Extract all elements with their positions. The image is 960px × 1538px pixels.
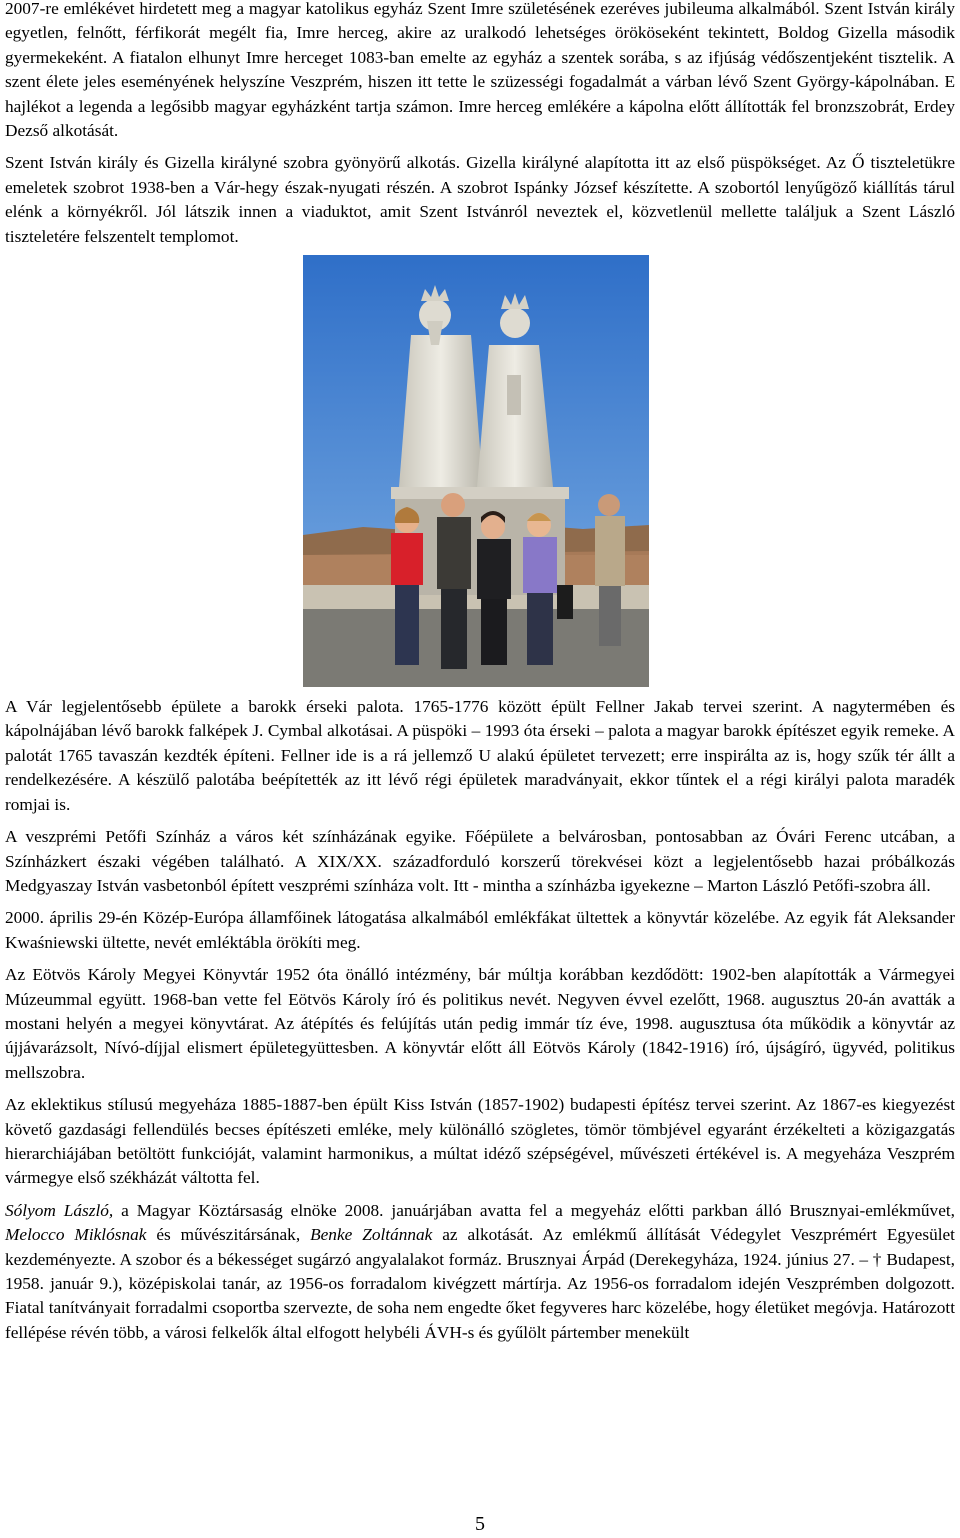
paragraph-brusznyai-memorial: Sólyom László, a Magyar Köztársaság elnöke 2008. januárjában avatta fel a megyeház előtti parkban álló Brusznyai-emlékművet, Melocco Miklósnak és művészitársának, Benke Zoltánnak az alkotását. Az emlékmű állítását Védegylet Veszprémért Egyesület kezdeményezte. A szobor és a békességet sugárzó angyalalakot formáz. Brusznyai Árpád (Derekegyháza, 1924. június 27. – † Budapest, 1958. január 9.), középiskolai tanár, az 1956-os forradalom kivégzett mártírja. Az 1956-os forradalom idején Veszprémben dolgozott. Fiatal tanítványait forradalmi csoportba szervezte, de soha nem engedte őket fegyveres harc közelébe, hogy életüket megóvja. Határozott fellépése révén több, a városi felkelők által elfogott helybéli ÁVH-s és gyűlölt pártember menekült [5, 1200, 955, 1342]
cobblestone-ground [303, 609, 649, 687]
page-number: 5 [475, 1513, 485, 1535]
photo-statues-with-people [303, 255, 649, 687]
paragraph-archbishop-palace: A Vár legjelentősebb épülete a barokk érseki palota. 1765-1776 között épült Fellner Jakab tervei szerint. A nagytermében és kápolnájában lévő barokk falképek J. Cymbal alkotásai. A püspöki – 1993 óta érseki – palota a magyar barokk építészet egyik remeke. A palotát 1765 tavaszán kezdték építeni. Fellner ide is a rá jellemző U alakú épületet tervezett; erre inspirálta az is, hogy szűk tér állt a rendelkezésére. A készülő palotába beépítették az itt lévő régi épületek maradványait, ekkor tűntek el a régi királyi palota maradék romjai is. [5, 697, 955, 814]
paragraph-statues: Szent István király és Gizella királyné szobra gyönyörű alkotás. Gizella királyné alapította itt az első püspökséget. Az Ő tiszteletükre emeletek szobrot 1938-ben a Vár-hegy észak-nyugati részén. A szobrot Ispánky József készítette. A szobortól lenyűgöző kiállítás tárul elénk a környékről. Jól látszik innen a viaduktot, amit Szent Istvánról neveztek el, közvetlenül mellette találjuk a Szent László tiszteletére felszentelt templomot. [5, 153, 955, 246]
paragraph-eotvos-library: Az Eötvös Károly Megyei Könyvtár 1952 óta önálló intézmény, bár múltja korábban kezdődött: 1902-ben alapították a Vármegyei Múzeummal együtt. 1968-ban vette fel Eötvös Károly író és politikus nevét. Negyven évvel ezelőtt, 1968. augusztus 20-án avatták a mostani helyén a megyei könyvtárat. Az átépítés és felújítás után pedig immár tíz éve, 1998. augusztusa óta működik a könyvtár az újjávarázsolt, Nívó-díjjal elismert épületegyüttesben. A könyvtár előtt áll Eötvös Károly (1842-1916) író, újságíró, ügyvéd, politikus mellszobra. [5, 965, 955, 1082]
paragraph-petofi-theatre: A veszprémi Petőfi Színház a város két színházának egyike. Főépülete a belvárosban, pontosabban az Óvári Ferenc utcában, a Színházkert északi végében található. A XIX/XX. századforduló korszerű törekvései közt a legjelentősebb hazai próbálkozás Medgyaszay István vasbetonból épített veszprémi színháza volt. Itt - mintha a színházba igyekezne – Marton László Petőfi-szobra áll. [5, 827, 955, 895]
person-onlooker [595, 494, 625, 646]
name-benke: Benke Zoltánnak [310, 1225, 433, 1245]
paragraph-memorial-trees: 2000. április 29-én Közép-Európa államfőinek látogatása alkalmából emlékfákat ültettek a könyvtár közelébe. Az egyik fát Aleksander Kwaśniewski ültette, nevét emléktábla örökíti meg. [5, 908, 955, 952]
name-melocco: Melocco Miklósnak [5, 1225, 147, 1245]
document-page [5, 0, 955, 1345]
paragraph-szent-imre: 2007-re emlékévet hirdetett meg a magyar katolikus egyház Szent Imre születésének ezeréves jubileuma alkalmából. Szent István király egyetlen, felnőtt, férfikorát megélt fia, Imre herceg, akire az uralkodó lehetséges örököseként tekintett, Boldog Gizella második gyermekeként. A fiatalon elhunyt Imre herceget 1083-ban emelte az egyház a szentek sorába, s az ifjúság védőszentjeként tisztelik. A szent élete jeles eseményének helyszíne Veszprém, hiszen itt tette le szüzességi fogadalmát a várban lévő Szent György-kápolnában. E hajlékot a legenda a legősibb magyar egyházként tartja számon. Imre herceg emlékére a kápolna előtt állították fel bronzszobrát, Erdey Dezső alkotását. [5, 0, 955, 141]
person-bearded-man [437, 493, 471, 669]
paragraph-county-hall: Az eklektikus stílusú megyeháza 1885-1887-ben épült Kiss István (1857-1902) budapesti építész tervei szerint. Az 1867-es kiegyezést követő gazdasági fellendülés becses építészeti emléke, mely különálló szögletes, tömör tömbjével egyaránt érzékelteti a közigazgatás hierarchiájában betöltött funkcióját, valamint harmonikus, a múltat idéző szépségével, művészeti értékével is. A megyeháza Veszprém vármegye első székházát váltotta fel. [5, 1095, 955, 1188]
name-solyom: Sólyom László, [5, 1200, 114, 1220]
